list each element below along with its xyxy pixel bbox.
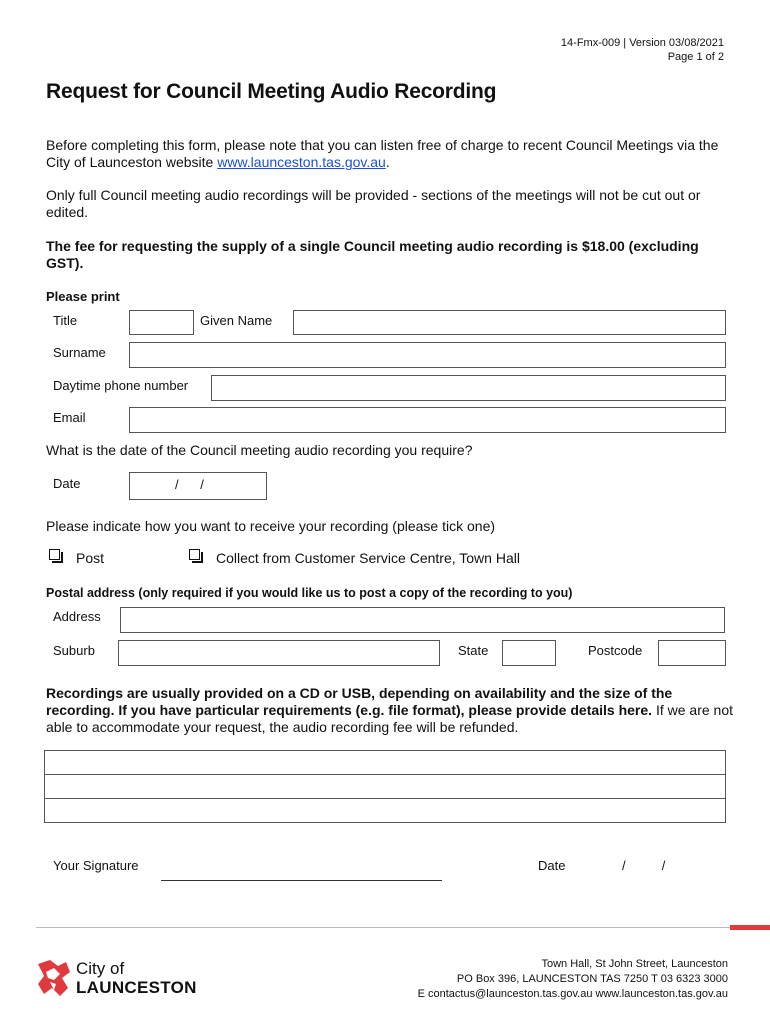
logo-line-2: LAUNCESTON: [76, 978, 197, 997]
post-option-label: Post: [76, 550, 105, 566]
title-label: Title: [53, 313, 78, 328]
date-label: Date: [53, 476, 81, 491]
recordings-note: Only full Council meeting audio recordings will be provided - sections of the meetings will not be cut out or edited.: [46, 187, 701, 220]
page-title: Request for Council Meeting Audio Recording: [46, 80, 497, 103]
post-checkbox[interactable]: [49, 549, 60, 560]
footer-rule: [36, 927, 730, 928]
signature-label: Your Signature: [53, 858, 139, 873]
logo-line-1: City of: [76, 959, 125, 978]
email-label: Email: [53, 410, 86, 425]
requirements-line-1[interactable]: [44, 750, 726, 775]
footer-accent-bar: [730, 925, 770, 930]
document-header: [561, 36, 724, 64]
signature-date-slashes[interactable]: / /: [622, 858, 666, 873]
address-field[interactable]: [120, 607, 725, 633]
intro-end: .: [385, 154, 390, 170]
address-line-2: PO Box 396, LAUNCESTON TAS 7250 T 03 6323 3000: [456, 973, 728, 985]
requirements-line-2[interactable]: [44, 774, 726, 799]
postcode-label: Postcode: [588, 643, 643, 658]
intro-paragraph: [46, 137, 736, 171]
surname-field[interactable]: [129, 342, 726, 368]
signature-line[interactable]: [161, 880, 442, 881]
address-label: Address: [53, 609, 101, 624]
phone-field[interactable]: [211, 375, 726, 401]
requirements-paragraph: [46, 685, 736, 736]
requirements-normal: If we are not able to accommodate your request, the audio recording fee will be refunded.: [46, 702, 733, 735]
form-version: 14-Fmx-009 | Version 03/08/2021: [560, 37, 724, 49]
given-name-label: Given Name: [200, 313, 273, 328]
suburb-label: Suburb: [53, 643, 95, 658]
fee-statement: The fee for requesting the supply of a single Council meeting audio recording is $18.00 (excluding GST).: [46, 238, 699, 271]
meeting-date-field[interactable]: [129, 472, 267, 500]
please-print-label: Please print: [46, 289, 120, 304]
requirements-line-3[interactable]: [44, 798, 726, 823]
suburb-field[interactable]: [118, 640, 440, 666]
phone-label: Daytime phone number: [53, 378, 189, 393]
receive-question: Please indicate how you want to receive your recording (please tick one): [46, 518, 496, 534]
page-number: Page 1 of 2: [667, 51, 724, 63]
intro-text: Before completing this form, please note that you can listen free of charge to recent Council Meetings via the City of Launceston website: [46, 137, 719, 170]
city-logo-text: [76, 959, 197, 997]
address-line-3: E contactus@launceston.tas.gov.au www.launceston.tas.gov.au: [417, 988, 728, 1000]
state-field[interactable]: [502, 640, 556, 666]
address-line-1: Town Hall, St John Street, Launceston: [541, 958, 728, 970]
date-slashes: / /: [175, 477, 204, 492]
collect-option-label: Collect from Customer Service Centre, Town Hall: [216, 550, 520, 566]
postal-heading: Postal address (only required if you would like us to post a copy of the recording to you): [46, 586, 573, 600]
title-field[interactable]: [129, 310, 194, 335]
given-name-field[interactable]: [293, 310, 726, 335]
requirements-bold: Recordings are usually provided on a CD or USB, depending on availability and the size of the recording. If you have particular requirements (e.g. file format), please provide details here.: [46, 685, 673, 718]
state-label: State: [458, 643, 489, 658]
website-link[interactable]: www.launceston.tas.gov.au: [217, 154, 386, 170]
postcode-field[interactable]: [658, 640, 726, 666]
surname-label: Surname: [53, 345, 106, 360]
city-of-launceston-logo-icon: [36, 958, 72, 998]
footer-address: [418, 957, 728, 1002]
date-question: What is the date of the Council meeting audio recording you require?: [46, 442, 473, 458]
signature-date-label: Date: [538, 858, 566, 873]
collect-checkbox[interactable]: [189, 549, 200, 560]
email-field[interactable]: [129, 407, 726, 433]
